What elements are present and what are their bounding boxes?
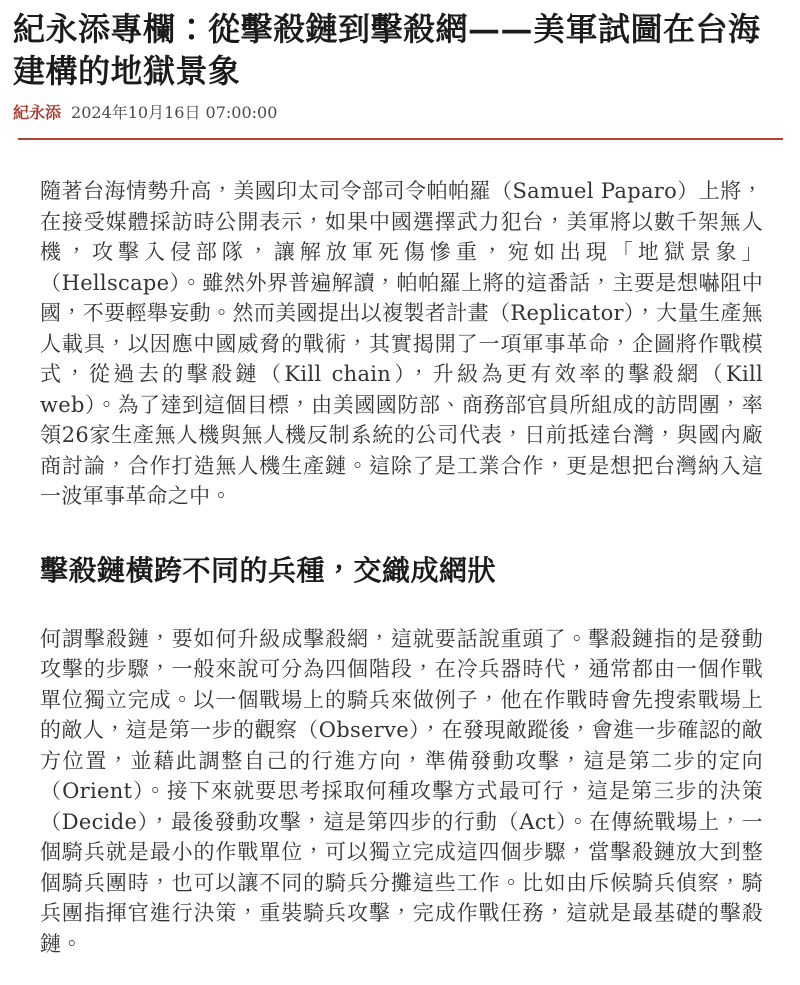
article-paragraph-1: 隨著台海情勢升高，美國印太司令部司令帕帕羅（Samuel Paparo）上將，在接受媒體採訪時公開表示，如果中國選擇武力犯台，美軍將以數千架無人機，攻擊入侵部隊，讓解放軍死傷慘重，宛如出現「地獄景象」（Hellscape）。雖然外界普遍解讀，帕帕羅上將的這番話，主要是想嚇阻中國，不要輕舉妄動。然而美國提出以複製者計畫（Replicator），大量生產無人載具，以因應中國威脅的戰術，其實揭開了一項軍事革命，企圖將作戰模式，從過去的擊殺鏈（Kill chain），升級為更有效率的擊殺網（Kill web）。為了達到這個目標，由美國國防部、商務部官員所組成的訪問團，率領26家生產無人機與無人機反制系統的公司代表，日前抵達台灣，與國內廠商討論，合作打造無人機生產鏈。這除了是工業合作，更是想把台灣納入這一波軍事革命之中。: [40, 179, 763, 508]
publish-date: 2024年10月16日 07:00:00: [71, 103, 278, 122]
author-link[interactable]: 紀永添: [13, 103, 62, 122]
byline: [13, 104, 787, 122]
article-page: [0, 8, 800, 985]
article-title: 紀永添專欄：從擊殺鏈到擊殺網——美軍試圖在台海建構的地獄景象: [13, 10, 761, 90]
article-paragraph-2: 何謂擊殺鏈，要如何升級成擊殺網，這就要話說重頭了。擊殺鏈指的是發動攻擊的步驟，一般來說可分為四個階段，在冷兵器時代，通常都由一個作戰單位獨立完成。以一個戰場上的騎兵來做例子，他在作戰時會先搜索戰場上的敵人，這是第一步的觀察（Observe），在發現敵蹤後，會進一步確認的敵方位置，並藉此調整自己的行進方向，準備發動攻擊，這是第二步的定向（Orient）。接下來就要思考採取何種攻擊方式最可行，這是第三步的決策（Decide），最後發動攻擊，這是第四步的行動（Act）。在傳統戰場上，一個騎兵就是最小的作戰單位，可以獨立完成這四個步驟，當擊殺鏈放大到整個騎兵團時，也可以讓不同的騎兵分攤這些工作。比如由斥候騎兵偵察，騎兵團指揮官進行決策，重裝騎兵攻擊，完成作戰任務，這就是最基礎的擊殺鏈。: [40, 626, 763, 956]
red-divider: [18, 138, 783, 140]
section-heading: 擊殺鏈橫跨不同的兵種，交織成網狀: [40, 553, 497, 587]
